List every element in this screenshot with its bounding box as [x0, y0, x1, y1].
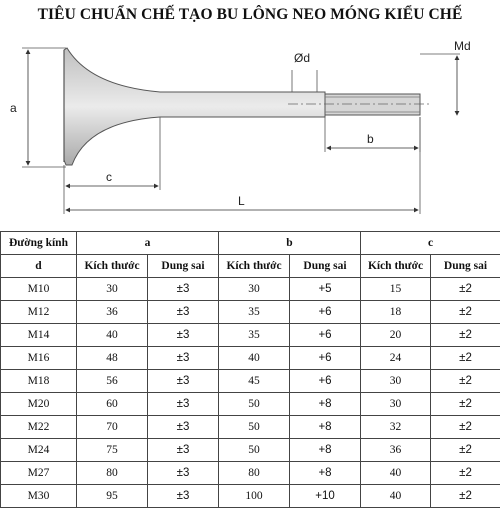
cell-diameter: M12	[1, 301, 77, 324]
cell-b-size: 50	[219, 416, 290, 439]
cell-diameter: M10	[1, 278, 77, 301]
table-row	[1, 347, 500, 370]
table-body	[1, 278, 500, 508]
dim-b-label: b	[367, 132, 374, 146]
cell-c-size: 36	[361, 439, 431, 462]
table-row	[1, 439, 500, 462]
dim-d-label: Ød	[294, 51, 310, 65]
cell-c-size: 20	[361, 324, 431, 347]
cell-diameter: M27	[1, 462, 77, 485]
cell-b-size: 50	[219, 393, 290, 416]
cell-a-tolerance: ±3	[148, 393, 219, 416]
cell-diameter: M14	[1, 324, 77, 347]
dim-md-label: Md	[454, 39, 471, 53]
subheader-d: d	[1, 255, 77, 278]
cell-a-size: 80	[77, 462, 148, 485]
cell-a-size: 48	[77, 347, 148, 370]
cell-c-size: 32	[361, 416, 431, 439]
cell-b-size: 35	[219, 324, 290, 347]
cell-a-tolerance: ±3	[148, 278, 219, 301]
cell-a-tolerance: ±3	[148, 439, 219, 462]
cell-diameter: M30	[1, 485, 77, 508]
table-subheader-row	[1, 255, 500, 278]
subheader-b-size: Kích thước	[219, 255, 290, 278]
cell-b-size: 80	[219, 462, 290, 485]
cell-c-size: 15	[361, 278, 431, 301]
cell-a-size: 95	[77, 485, 148, 508]
cell-diameter: M18	[1, 370, 77, 393]
table-row	[1, 462, 500, 485]
subheader-c-size: Kích thước	[361, 255, 431, 278]
cell-a-size: 56	[77, 370, 148, 393]
bolt-head	[64, 48, 325, 165]
table-row	[1, 278, 500, 301]
cell-c-tolerance: ±2	[431, 324, 500, 347]
table-row	[1, 393, 500, 416]
cell-b-tolerance: +6	[290, 301, 361, 324]
cell-c-tolerance: ±2	[431, 301, 500, 324]
cell-diameter: M24	[1, 439, 77, 462]
cell-c-size: 30	[361, 370, 431, 393]
table-row	[1, 301, 500, 324]
cell-c-tolerance: ±2	[431, 462, 500, 485]
cell-diameter: M22	[1, 416, 77, 439]
cell-b-size: 35	[219, 301, 290, 324]
header-a: a	[77, 232, 219, 255]
cell-b-tolerance: +6	[290, 347, 361, 370]
cell-c-tolerance: ±2	[431, 278, 500, 301]
cell-b-tolerance: +10	[290, 485, 361, 508]
cell-c-tolerance: ±2	[431, 416, 500, 439]
table-header-row	[1, 232, 500, 255]
cell-b-size: 45	[219, 370, 290, 393]
header-c: c	[361, 232, 500, 255]
subheader-b-tolerance: Dung sai	[290, 255, 361, 278]
header-diameter: Đường kính	[1, 232, 77, 255]
cell-b-size: 50	[219, 439, 290, 462]
cell-a-size: 36	[77, 301, 148, 324]
cell-c-size: 40	[361, 485, 431, 508]
cell-b-tolerance: +6	[290, 370, 361, 393]
cell-c-size: 18	[361, 301, 431, 324]
table-row	[1, 370, 500, 393]
cell-a-tolerance: ±3	[148, 416, 219, 439]
cell-diameter: M16	[1, 347, 77, 370]
cell-c-tolerance: ±2	[431, 393, 500, 416]
table-row	[1, 416, 500, 439]
cell-a-tolerance: ±3	[148, 485, 219, 508]
cell-c-size: 30	[361, 393, 431, 416]
subheader-c-tolerance: Dung sai	[431, 255, 500, 278]
page-title: TIÊU CHUẨN CHẾ TẠO BU LÔNG NEO MÓNG KIỂU CHẾ	[0, 6, 500, 24]
cell-a-tolerance: ±3	[148, 462, 219, 485]
cell-b-tolerance: +8	[290, 416, 361, 439]
cell-c-size: 24	[361, 347, 431, 370]
anchor-bolt-drawing	[0, 28, 500, 228]
cell-a-size: 60	[77, 393, 148, 416]
cell-b-size: 40	[219, 347, 290, 370]
cell-c-tolerance: ±2	[431, 370, 500, 393]
cell-c-tolerance: ±2	[431, 439, 500, 462]
cell-a-tolerance: ±3	[148, 347, 219, 370]
header-b: b	[219, 232, 361, 255]
table-row	[1, 485, 500, 508]
spec-table	[0, 231, 500, 508]
cell-c-size: 40	[361, 462, 431, 485]
cell-a-size: 75	[77, 439, 148, 462]
cell-b-tolerance: +5	[290, 278, 361, 301]
dim-c-label: c	[106, 170, 112, 184]
cell-b-size: 100	[219, 485, 290, 508]
cell-b-tolerance: +8	[290, 462, 361, 485]
table-row	[1, 324, 500, 347]
dim-a-label: a	[10, 101, 17, 115]
cell-a-tolerance: ±3	[148, 370, 219, 393]
cell-a-tolerance: ±3	[148, 324, 219, 347]
subheader-a-tolerance: Dung sai	[148, 255, 219, 278]
dim-l-label: L	[238, 194, 245, 208]
cell-b-tolerance: +8	[290, 393, 361, 416]
cell-a-size: 70	[77, 416, 148, 439]
cell-c-tolerance: ±2	[431, 347, 500, 370]
cell-c-tolerance: ±2	[431, 485, 500, 508]
cell-diameter: M20	[1, 393, 77, 416]
cell-a-size: 30	[77, 278, 148, 301]
cell-b-tolerance: +6	[290, 324, 361, 347]
subheader-a-size: Kích thước	[77, 255, 148, 278]
cell-b-tolerance: +8	[290, 439, 361, 462]
cell-a-tolerance: ±3	[148, 301, 219, 324]
cell-a-size: 40	[77, 324, 148, 347]
cell-b-size: 30	[219, 278, 290, 301]
